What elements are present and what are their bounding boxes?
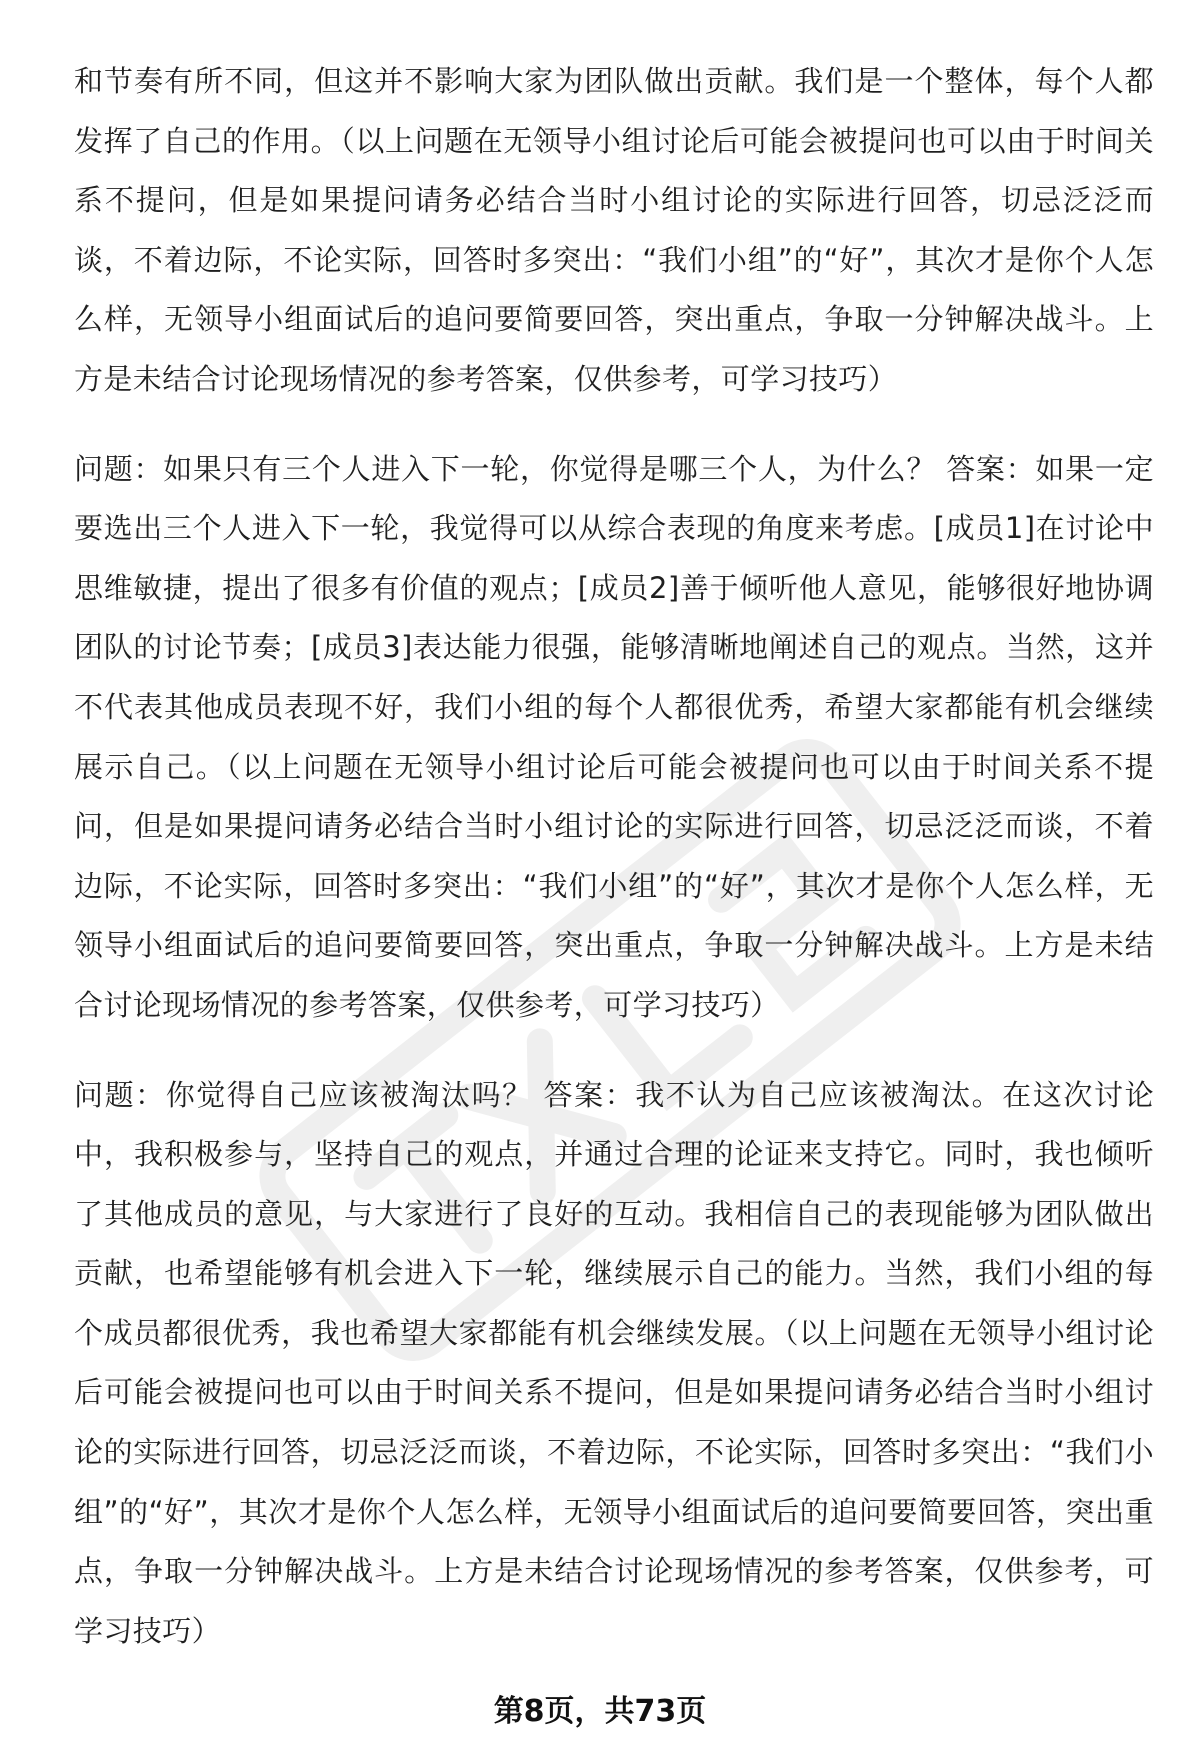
page-number-footer: 第8页，共73页 <box>493 1694 707 1729</box>
document-body <box>74 52 1154 1661</box>
paragraph-continuation: 和节奏有所不同，但这并不影响大家为团队做出贡献。我们是一个整体，每个人都发挥了自己的作用。（以上问题在无领导小组讨论后可能会被提问也可以由于时间关系不提问，但是如果提问请务必结合当时小组讨论的实际进行回答，切忌泛泛而谈，不着边际，不论实际，回答时多突出：“我们小组”的“好”，其次才是你个人怎么样，无领导小组面试后的追问要简要回答，突出重点，争取一分钟解决战斗。上方是未结合讨论现场情况的参考答案，仅供参考，可学习技巧） <box>74 64 1154 396</box>
paragraph-question-elimination: 问题：你觉得自己应该被淘汰吗？ 答案：我不认为自己应该被淘汰。在这次讨论中，我积极参与，坚持自己的观点，并通过合理的论证来支持它。同时，我也倾听了其他成员的意见，与大家进行了良好的互动。我相信自己的表现能够为团队做出贡献，也希望能够有机会进入下一轮，继续展示自己的能力。当然，我们小组的每个成员都很优秀，我也希望大家都能有机会继续发展。（以上问题在无领导小组讨论后可能会被提问也可以由于时间关系不提问，但是如果提问请务必结合当时小组讨论的实际进行回答，切忌泛泛而谈，不着边际，不论实际，回答时多突出：“我们小组”的“好”，其次才是你个人怎么样，无领导小组面试后的追问要简要回答，突出重点，争取一分钟解决战斗。上方是未结合讨论现场情况的参考答案，仅供参考，可学习技巧） <box>74 1077 1154 1648</box>
paragraph-question-top-three: 问题：如果只有三个人进入下一轮，你觉得是哪三个人，为什么？ 答案：如果一定要选出三个人进入下一轮，我觉得可以从综合表现的角度来考虑。[成员1]在讨论中思维敏捷，提出了很多有价值的观点；[成员2]善于倾听他人意见，能够很好地协调团队的讨论节奏；[成员3]表达能力很强，能够清晰地阐述自己的观点。当然，这并不代表其他成员表现不好，我们小组的每个人都很优秀，希望大家都能有机会继续展示自己。（以上问题在无领导小组讨论后可能会被提问也可以由于时间关系不提问，但是如果提问请务必结合当时小组讨论的实际进行回答，切忌泛泛而谈，不着边际，不论实际，回答时多突出：“我们小组”的“好”，其次才是你个人怎么样，无领导小组面试后的追问要简要回答，突出重点，争取一分钟解决战斗。上方是未结合讨论现场情况的参考答案，仅供参考，可学习技巧） <box>74 451 1154 1022</box>
